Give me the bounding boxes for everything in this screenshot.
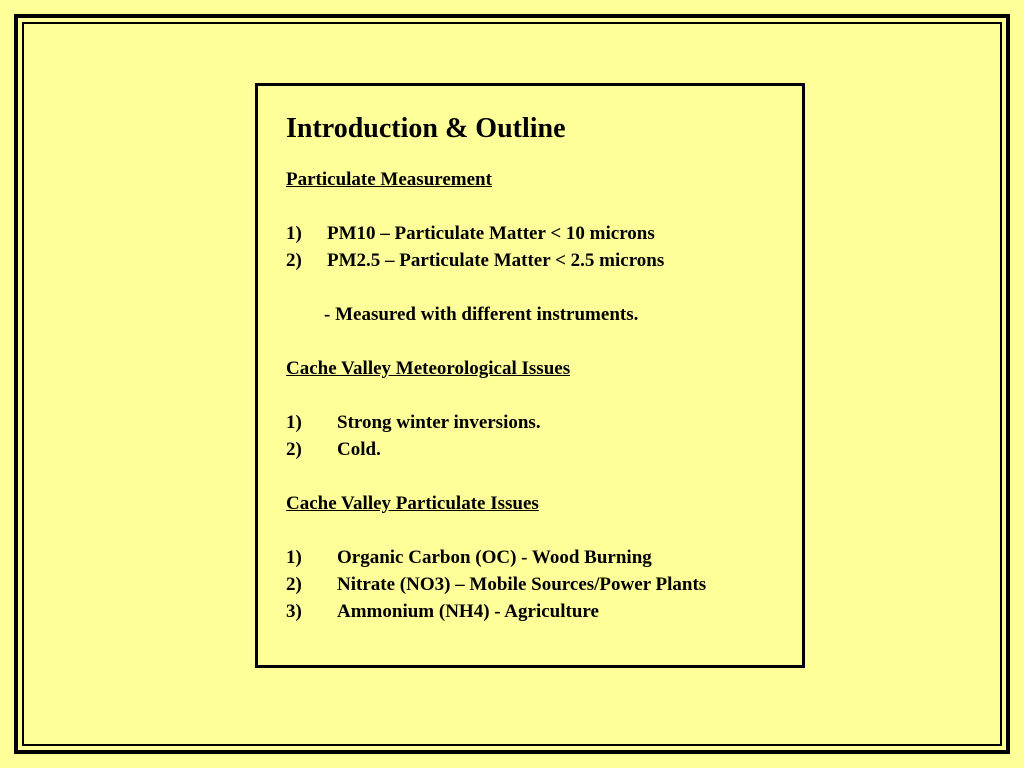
list-number: 2) [286, 439, 302, 460]
list-text: PM10 – Particulate Matter < 10 microns [327, 223, 655, 244]
list-text: PM2.5 – Particulate Matter < 2.5 microns [327, 250, 665, 271]
list-number: 1) [286, 547, 302, 568]
list-number: 2) [286, 250, 302, 271]
list-item [286, 544, 786, 571]
list-text: Nitrate (NO3) – Mobile Sources/Power Plants [337, 574, 707, 595]
list-item [286, 220, 786, 247]
list-text: Strong winter inversions. [337, 412, 541, 433]
list-item [286, 247, 786, 274]
spacer [286, 463, 786, 490]
outline-content [286, 112, 786, 625]
list-number: 1) [286, 223, 302, 244]
list-item [286, 409, 786, 436]
particulate-issues-list [286, 544, 786, 625]
list-number: 1) [286, 412, 302, 433]
meteorological-issues-list [286, 409, 786, 463]
section-heading-particulate-measurement: Particulate Measurement [286, 169, 492, 190]
list-item [286, 598, 786, 625]
particulate-measurement-list [286, 220, 786, 274]
list-item [286, 571, 786, 598]
list-item [286, 436, 786, 463]
list-number: 2) [286, 574, 302, 595]
list-text: Cold. [337, 439, 381, 460]
measurement-note: - Measured with different instruments. [324, 304, 639, 325]
section-heading-particulate-issues: Cache Valley Particulate Issues [286, 493, 539, 514]
list-text: Organic Carbon (OC) - Wood Burning [337, 547, 652, 568]
list-text: Ammonium (NH4) - Agriculture [337, 601, 599, 622]
outline-box [255, 83, 805, 668]
slide-title: Introduction & Outline [286, 113, 566, 144]
list-number: 3) [286, 601, 302, 622]
section-heading-meteorological-issues: Cache Valley Meteorological Issues [286, 358, 571, 379]
